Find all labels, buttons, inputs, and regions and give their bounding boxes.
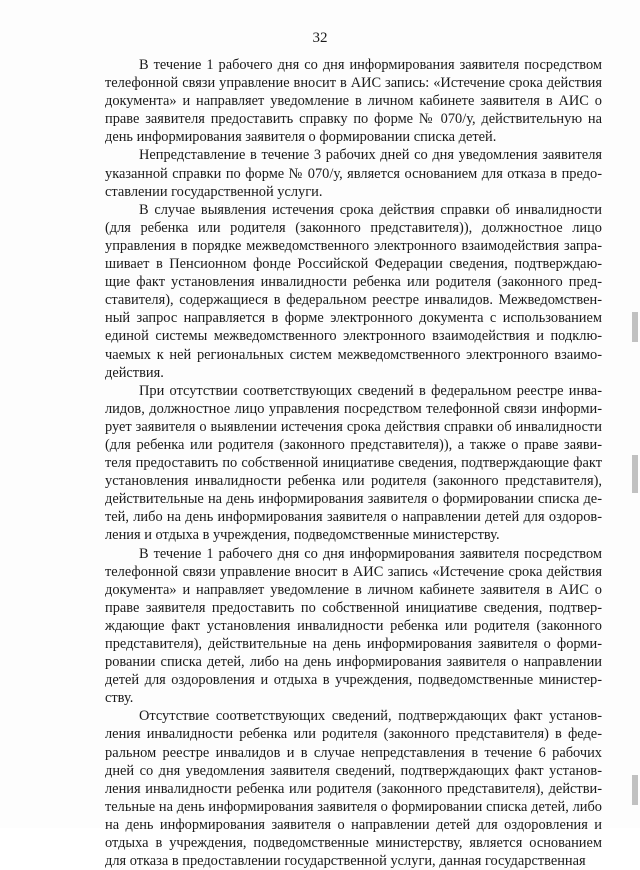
scan-edge-mark-bottom — [632, 775, 638, 805]
paragraph-3: В случае выявления истечения срока действия справки об инвалидности (для ребенка или родителя (законного представителя)), должностное лицо управления в порядке межведомственного электронного взаимодействия запрашивает в Пенсионном фонде Российской Федерации сведения, подтверждающие факт установления инвалидности ребенка или родителя (законного представителя), содержащиеся в федеральном реестре инвалидов. Межведомственный запрос направляется в форме электронного документа с использованием единой системы межведомственного электронного взаимодействия и подключаемых к ней региональных систем межведомственного электронного взаимодействия. — [105, 201, 602, 381]
scan-edge-mark-middle — [632, 455, 638, 493]
paragraph-5: В течение 1 рабочего дня со дня информирования заявителя посредством телефонной связи управление вносит в АИС запись «Истечение срока действия документа» и направляет уведомление в личном кабинете заявителя в АИС о праве заявителя предоставить по собственной инициативе сведения, подтверждающие факт установления инвалидности ребенка или родителя (законного представителя), действительные на день информирования заявителя о формировании списка детей, либо на день информирования заявителя о направлении детей для оздоровления и отдыха в учреждения, подведомственные министерству. — [105, 545, 602, 707]
scan-edge-mark-top — [632, 312, 638, 342]
paragraph-4: При отсутствии соответствующих сведений в федеральном реестре инвалидов, должностное лицо управления посредством телефонной связи информирует заявителя о выявлении истечения срока действия справки об инвалидности (для ребенка или родителя (законного представителя)), а также о праве заявителя предоставить по собственной инициативе сведения, подтверждающие факт установления инвалидности ребенка или родителя (законного представителя), действительные на день информирования заявителя о формировании списка детей, либо на день информирования заявителя о направлении детей для оздоровления и отдыха в учреждения, подведомственные министерству. — [105, 382, 602, 544]
document-body — [105, 56, 602, 870]
paragraph-2: Непредставление в течение 3 рабочих дней со дня уведомления заявителя указанной справки по форме № 070/у, является основанием для отказа в предоставлении государственной услуги. — [105, 147, 602, 200]
paragraph-1: В течение 1 рабочего дня со дня информирования заявителя посредством телефонной связи управление вносит в АИС запись: «Истечение срока действия документа» и направляет уведомление в личном кабинете заявителя в АИС о праве заявителя предоставить справку по форме № 070/у, действительную на день информирования заявителя о формировании списка детей. — [105, 57, 602, 146]
paragraph-6: Отсутствие соответствующих сведений, подтверждающих факт установления инвалидности ребенка или родителя (законного представителя) в федеральном реестре инвалидов и в случае непредставления в течение 6 рабочих дней со дня уведомления заявителя сведений, подтверждающих факт установления инвалидности ребенка или родителя (законного представителя), действительные на день информирования заявителя о формировании списка детей, либо на день информирования заявителя о направлении детей для оздоровления и отдыха в учреждения, подведомственные министерству, является основанием для отказа в предоставлении государственной услуги, данная государственная — [105, 708, 602, 870]
page-number: 32 — [312, 30, 328, 46]
